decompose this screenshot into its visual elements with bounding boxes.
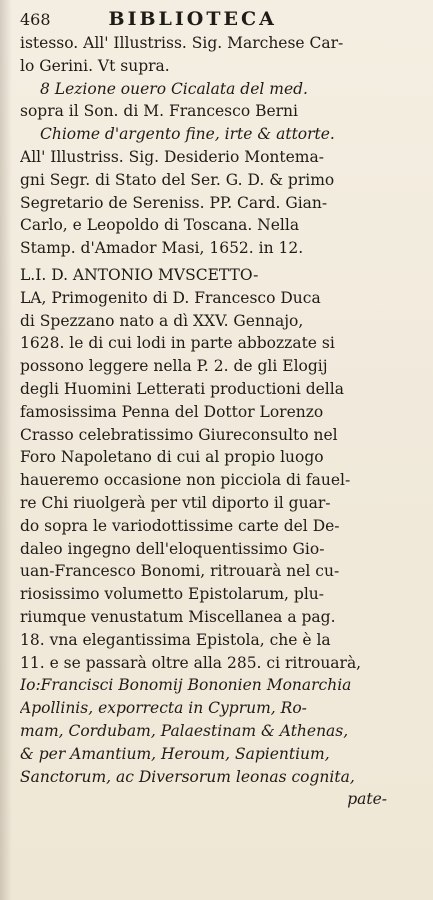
- text-line: Carlo, e Leopoldo di Toscana. Nella: [20, 216, 300, 235]
- text-line: riumque venustatum Miscellanea a pag.: [20, 607, 336, 626]
- text-line: riosissimo volumetto Epistolarum, plu-: [20, 585, 324, 604]
- catchword: pate-: [347, 790, 387, 809]
- text-line: daleo ingegno dell'eloquentissimo Gio-: [20, 539, 325, 558]
- text-line: 11. e se passarà oltre alla 285. ci ritrouarà,: [20, 653, 362, 672]
- text-line: do sopra le variodottissime carte del De-: [20, 516, 340, 535]
- text-line: 1628. le di cui lodi in parte abbozzate si: [20, 334, 335, 353]
- entry-8-title: 8 Lezione ouero Cicalata del med.: [40, 79, 308, 98]
- page-header: [20, 6, 421, 32]
- author-entry-heading: L.I. D. ANTONIO MVSCETTO-: [20, 265, 259, 284]
- text-line: Foro Napoletano di cui al propio luogo: [20, 448, 324, 467]
- text-line: Apollinis, exporrecta in Cyprum, Ro-: [20, 699, 307, 718]
- running-title: BIBLIOTECA: [108, 8, 277, 30]
- text-line: degli Huomini Letterati productioni della: [20, 379, 344, 398]
- sonnet-incipit: Chiome d'argento fine, irte & attorte.: [40, 125, 335, 144]
- text-line: Segretario de Sereniss. PP. Card. Gian-: [20, 193, 328, 212]
- text-line: & per Amantium, Heroum, Sapientium,: [20, 744, 330, 763]
- text-line: Stamp. d'Amador Masi, 1652. in 12.: [20, 239, 304, 258]
- page-number: 468: [20, 10, 51, 29]
- text-line: LA, Primogenito di D. Francesco Duca: [20, 288, 321, 307]
- text-line: istesso. All' Illustriss. Sig. Marchese Car-: [20, 34, 344, 52]
- text-line: famosissima Penna del Dottor Lorenzo: [20, 402, 324, 421]
- text-line: Io:Francisci Bonomij Bononien Monarchia: [20, 676, 352, 695]
- text-line: sopra il Son. di M. Francesco Berni: [20, 102, 298, 121]
- text-line: 18. vna elegantissima Epistola, che è la: [20, 630, 331, 649]
- text-line: mam, Cordubam, Palaestinam & Athenas,: [20, 721, 349, 740]
- text-line: haueremo occasione non picciola di fauel-: [20, 471, 351, 490]
- text-line: Crasso celebratissimo Giureconsulto nel: [20, 425, 338, 444]
- text-line: lo Gerini. Vt supra.: [20, 56, 170, 75]
- text-line: Sanctorum, ac Diversorum leonas cognita,: [20, 767, 355, 786]
- text-line: uan-Francesco Bonomi, ritrouarà nel cu-: [20, 562, 340, 581]
- text-line: possono leggere nella P. 2. de gli Elogij: [20, 357, 328, 376]
- text-line: di Spezzano nato a dì XXV. Gennajo,: [20, 311, 304, 330]
- text-line: All' Illustriss. Sig. Desiderio Montema-: [20, 147, 324, 166]
- text-line: gni Segr. di Stato del Ser. G. D. & primo: [20, 170, 335, 189]
- text-line: re Chi riuolgerà per vtil diporto il guar-: [20, 493, 331, 512]
